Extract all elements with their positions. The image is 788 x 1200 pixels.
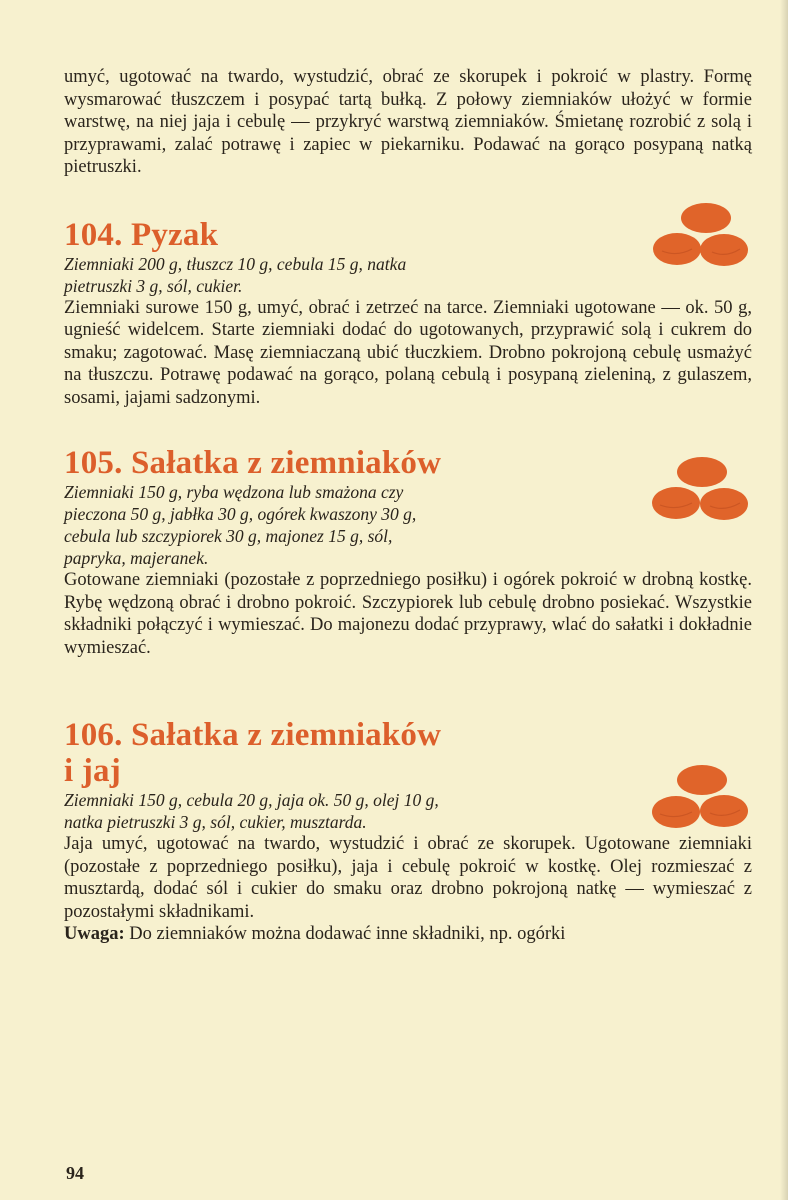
recipe-104 [64,217,752,410]
intro-paragraph: umyć, ugotować na twardo, wystudzić, obrać ze skorupek i pokroić w plastry. Formę wysmarować tłuszczem i posypać tartą bułką. Z połowy ziemniaków ułożyć w formie warstwę, na niej jaja i cebulę — przykryć warstwą ziemniaków. Śmietanę rozrobić z solą i przyprawami, zalać potrawę i zapiec w piekarniku. Podawać na gorąco posypaną natką pietruszki. [64,67,752,177]
recipe-instructions: Gotowane ziemniaki (pozostałe z poprzedniego posiłku) i ogórek pokroić w drobną kostkę. Rybę wędzoną obrać i drobno pokroić. Szczypiorek lub cebulę drobno posiekać. Wszystkie składniki połączyć i wymieszać. Do majonezu dodać przyprawy, wlać do sałatki i dokładnie wymieszać. [64,570,752,658]
potatoes-icon [652,765,748,829]
recipe-title-line2: i jaj [64,753,121,789]
recipe-title: 104. Pyzak [64,216,219,253]
recipe-instructions: Ziemniaki surowe 150 g, umyć, obrać i zetrzeć na tarce. Ziemniaki ugotowane — ok. 50 g, ugnieść widelcem. Starte ziemniaki dodać do ugotowanych, przyprawić solą i cukrem do smaku; zagotować. Masę ziemniaczaną ubić tłuczkiem. Drobno pokrojoną cebulę usmażyć na tłuszczu. Potrawę podawać na gorąco, polaną cebulą i posypaną zieleniną, z gulaszem, sosami, jajami sadzonymi. [64,297,752,408]
recipe-106 [64,717,752,946]
page-number: 94 [66,1163,84,1183]
recipe-instructions: Jaja umyć, ugotować na twardo, wystudzić i obrać ze skorupek. Ugotowane ziemniaki (pozostałe z poprzedniego posiłku), jaja i cebulę pokroić w kostkę. Olej rozmieszać z musztardą, dodać sól i cukier do smaku oraz drobno pokrojoną natkę — wymieszać z pozostałymi składnikami. [64,834,752,922]
potatoes-icon [652,203,748,267]
note-label: Uwaga: [64,924,125,944]
recipe-ingredients: Ziemniaki 150 g, cebula 20 g, jaja ok. 50 g, olej 10 g, natka pietruszki 3 g, sól, cukier, musztarda. [64,790,439,832]
recipe-ingredients: Ziemniaki 200 g, tłuszcz 10 g, cebula 15 g, natka pietruszki 3 g, sól, cukier. [64,253,407,296]
recipe-title [64,717,752,789]
recipe-105 [64,445,752,659]
page-edge-shadow [780,0,788,1200]
recipe-ingredients: Ziemniaki 150 g, ryba wędzona lub smażona czy pieczona 50 g, jabłka 30 g, ogórek kwaszony 30 g, cebula lub szczypiorek 30 g, majonez 15 g, sól, papryka, majeranek. [64,482,417,568]
cookbook-page [64,66,752,946]
note-text: Do ziemniaków można dodawać inne składniki, np. ogórki [124,924,566,944]
recipe-note [64,923,752,946]
potatoes-icon [652,457,748,521]
recipe-title-line1: 106. Sałatka z ziemniaków [64,717,442,753]
recipe-title: 105. Sałatka z ziemniaków [64,445,442,481]
